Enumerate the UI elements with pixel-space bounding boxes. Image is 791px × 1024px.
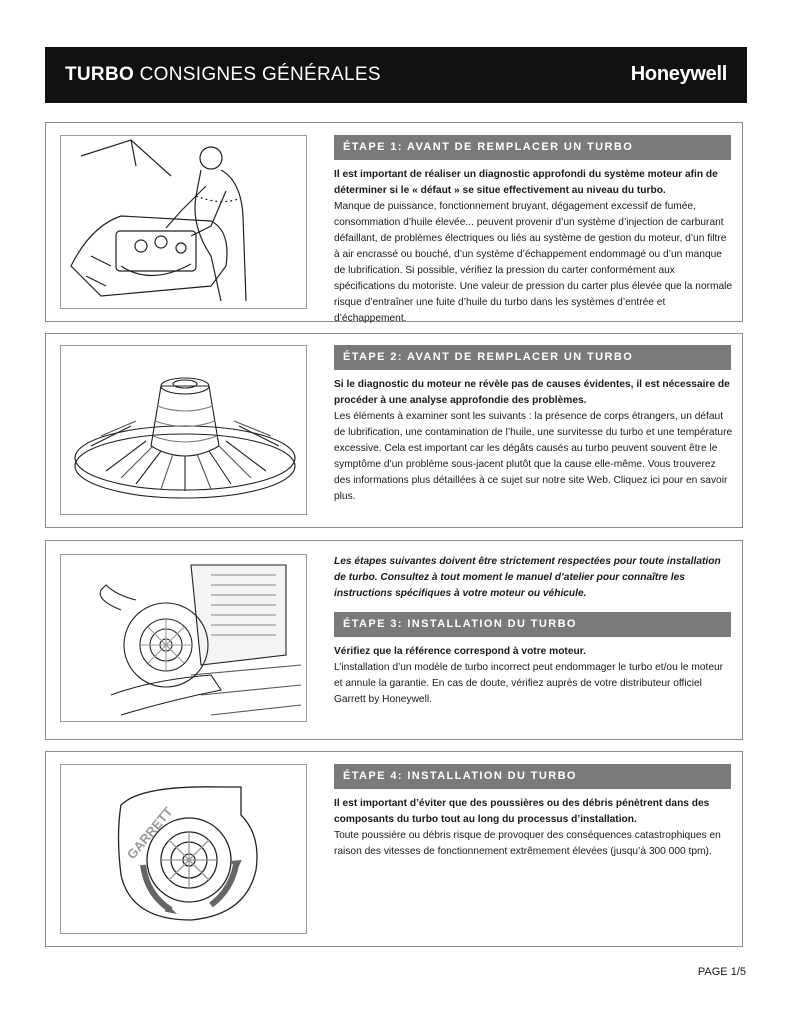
step-3-text [334,644,734,708]
step-2-body: Les éléments à examiner sont les suivants : la présence de corps étrangers, un défaut de lubrification, une contamination de l’huile, une survitesse du turbo et une température excessive. Cela est important car les dégâts causés au turbo peuvent souvent être le symptôme d’un problème sous-jacent plutôt que la cause elle-même. Vous trouverez des informations plus détaillées à ce sujet sur notre site Web. Cliquez ici pour en savoir plus. [334,411,733,502]
compressor-wheel-illustration [60,345,307,515]
page-header [45,47,747,103]
step-4-section [45,751,743,947]
garrett-label: GARRETT [123,804,176,862]
step-1-lead: Il est important de réaliser un diagnostic approfondi du système moteur afin de déterminer si le « défaut » se situe effectivement au niveau du turbo. [334,169,718,196]
title-bold: TURBO [65,64,135,85]
step-1-body: Manque de puissance, fonctionnement bruyant, dégagement excessif de fumée, consommation d’huile élevée... peuvent provenir d’un système d’injection de carburant défaillant, de problèmes électriques ou liés au système de gestion du moteur, d’un filtre à air encrassé ou bouché, d’un système d’échappement endommagé ou d’un manque de lubrification. Si possible, vérifiez la pression du carter conformément aux spécifications du motoriste. Une valeur de pression du carter plus élevée que la normale risque d’entraîner une fuite d’huile du turbo dans les systèmes d’entrée et d’échappement. [334,201,733,324]
step-1-section [45,122,743,322]
step-2-heading: ÉTAPE 2: AVANT DE REMPLACER UN TURBO [334,345,731,370]
step-4-heading: ÉTAPE 4: INSTALLATION DU TURBO [334,764,731,789]
step-3-body: L’installation d’un modèle de turbo incorrect peut endommager le turbo et/ou le moteur et annule la garantie. En cas de doute, vérifiez auprès de votre distributeur officiel Garrett by Honeywell. [334,662,724,705]
mechanic-illustration [60,135,307,309]
intro-text: Les étapes suivantes doivent être strictement respectées pour toute installation de turbo. Consultez à tout moment le manuel d’atelier pour connaître les instructions spécifiques à votre moteur ou véhicule. [334,556,721,599]
brand-logo: Honeywell [630,63,727,85]
step-4-body: Toute poussière ou débris risque de provoquer des conséquences catastrophiques en raison des vitesses de fonctionnement extrêmement élevées (jusqu’à 300 000 tpm). [334,830,721,857]
page-number: PAGE 1/5 [697,966,746,978]
title-rest: CONSIGNES GÉNÉRALES [139,64,381,85]
step-3-section [45,540,743,740]
step-1-heading: ÉTAPE 1: AVANT DE REMPLACER UN TURBO [334,135,731,160]
step-4-text [334,796,734,860]
page-title [65,64,381,86]
step-3-lead: Vérifiez que la référence correspond à votre moteur. [334,646,586,657]
step-2-section [45,333,743,528]
step-4-lead: Il est important d’éviter que des poussières ou des débris pénètrent dans des composants du turbo tout au long du processus d’installation. [334,798,710,825]
installation-intro [334,554,734,602]
step-3-heading: ÉTAPE 3: INSTALLATION DU TURBO [334,612,731,637]
turbo-reference-illustration [60,554,307,722]
garrett-turbo-illustration [60,764,307,934]
step-2-text [334,377,734,505]
step-1-text [334,167,734,327]
step-2-lead: Si le diagnostic du moteur ne révèle pas de causes évidentes, il est nécessaire de procéder à une analyse approfondie des problèmes. [334,379,730,406]
